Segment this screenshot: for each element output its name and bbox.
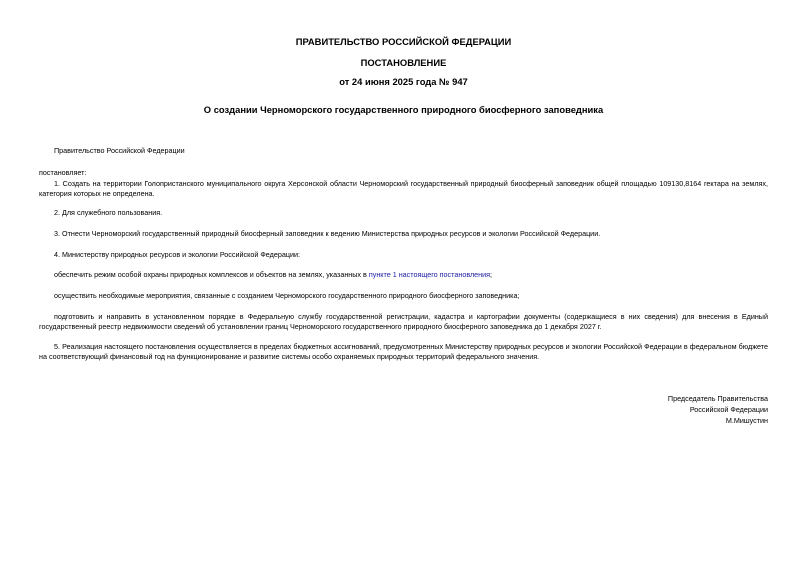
- item-2-paragraph: 2. Для служебного пользования.: [54, 208, 163, 217]
- item-5-paragraph: 5. Реализация настоящего постановления осуществляется в пределах бюджетных ассигнований, предусмотренных Министерству природных ресурсов и экологии Российской Федерации в федеральном бюджете на соответствующий финансовый год на функционирование и развитие системы особо охраняемых природных территорий федерального значения.: [39, 342, 768, 361]
- item-4b-paragraph: осуществить необходимые мероприятия, связанные с созданием Черноморского государственного природного биосферного заповедника;: [54, 291, 520, 300]
- item-4a-end: ;: [490, 270, 493, 279]
- clause-1-link[interactable]: пункте 1 настоящего постановления: [368, 270, 491, 279]
- intro-paragraph: Правительство Российской Федерации: [54, 146, 185, 155]
- signature-name: М.Мишустин: [725, 416, 768, 425]
- item-4a-text: обеспечить режим особой охраны природных комплексов и объектов на землях, указанных в: [54, 270, 369, 279]
- government-heading: ПРАВИТЕЛЬСТВО РОССИЙСКОЙ ФЕДЕРАЦИИ: [295, 36, 512, 47]
- signature-position: Председатель Правительства: [667, 394, 768, 403]
- document-type: ПОСТАНОВЛЕНИЕ: [360, 57, 447, 68]
- document-date-number: от 24 июня 2025 года № 947: [339, 76, 468, 87]
- resolves-paragraph: постановляет:: [39, 168, 87, 177]
- item-3-paragraph: 3. Отнести Черноморский государственный природный биосферный заповедник к ведению Министерства природных ресурсов и экологии Российской Федерации.: [54, 229, 601, 238]
- item-4-paragraph: 4. Министерству природных ресурсов и экологии Российской Федерации:: [54, 250, 300, 259]
- document-title: О создании Черноморского государственного природного биосферного заповедника: [203, 104, 604, 115]
- item-4c-paragraph: подготовить и направить в установленном порядке в Федеральную службу государственной регистрации, кадастра и картографии документы (содержащиеся в них сведения) для внесения в Единый государственный реестр недвижимости сведений об установлении границ Черноморского государственного природного биосферного заповедника до 1 декабря 2027 г.: [39, 312, 768, 331]
- item-4a-paragraph: [39, 270, 768, 280]
- signature-country: Российской Федерации: [689, 405, 768, 414]
- item-1-paragraph: 1. Создать на территории Голопристанского муниципального округа Херсонской области Черноморский государственный природный биосферный заповедник общей площадью 109130,8164 гектара на землях, категория которых не определена.: [39, 179, 768, 198]
